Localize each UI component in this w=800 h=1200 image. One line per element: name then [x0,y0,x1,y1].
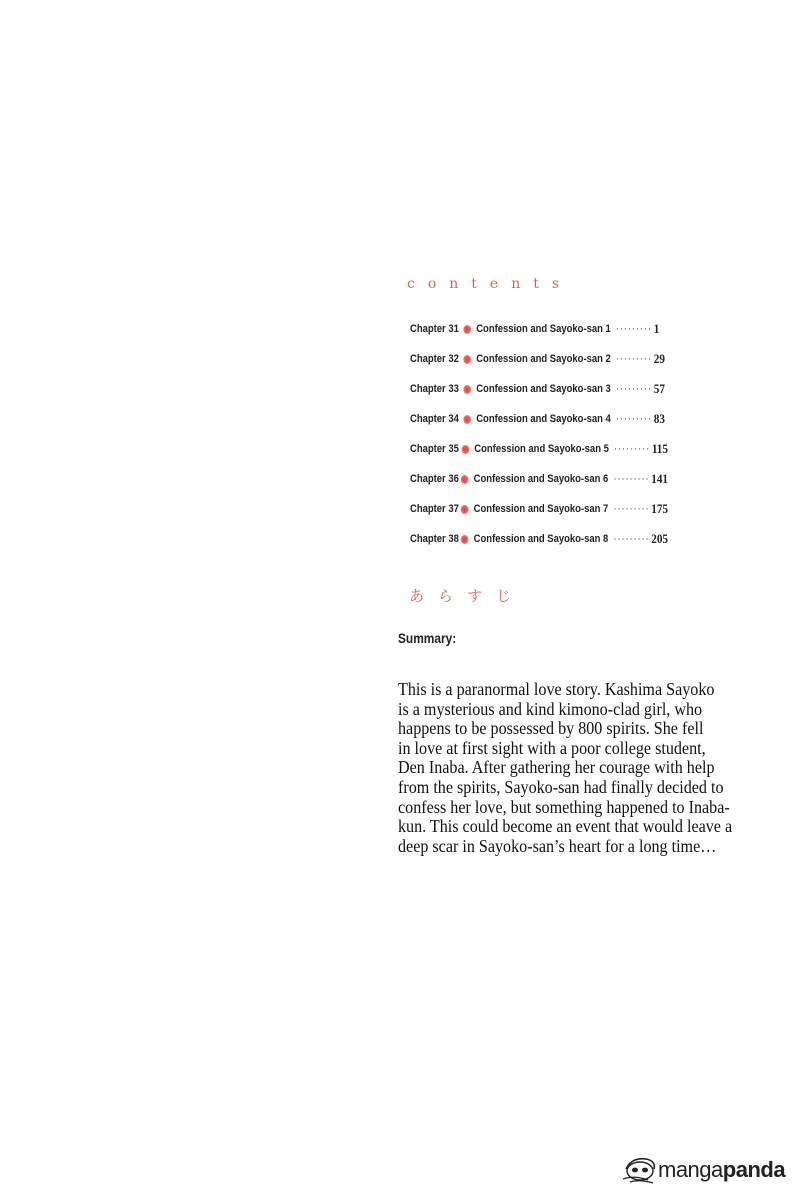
dot-leader: ········· [615,383,653,395]
toc-row [410,344,668,374]
chapter-number: Chapter 32 [410,353,459,365]
synopsis-heading: あらすじ [409,587,526,605]
summary-line: Den Inaba. After gathering her courage with help [398,757,715,778]
bullet-dot-icon [462,445,469,454]
page-number: 83 [653,411,665,426]
bullet-dot-icon [463,325,471,334]
dot-leader: ········· [615,323,653,335]
chapter-title: Confession and Sayoko-san 5 [474,443,609,455]
toc-row [410,434,668,464]
summary-text [398,680,766,856]
chapter-number: Chapter 36 [410,473,459,485]
chapter-title: Confession and Sayoko-san 7 [473,503,609,515]
dot-leader: ········· [613,473,650,485]
bullet-dot-icon [461,475,468,484]
toc-row [410,464,668,494]
summary-line: This is a paranormal love story. Kashima Sayoko [398,679,715,699]
summary-line: kun. This could become an event that would leave a [398,816,733,837]
dot-leader: ········· [613,533,650,545]
chapter-title: Confession and Sayoko-san 2 [476,353,611,365]
toc-row [410,404,668,434]
chapter-title: Confession and Sayoko-san 6 [473,473,609,485]
summary-line: in love at first sight with a poor college student, [398,737,706,758]
panda-logo-icon [620,1153,662,1187]
chapter-title: Confession and Sayoko-san 4 [476,413,611,425]
toc-row [410,494,668,524]
bullet-dot-icon [461,535,468,544]
chapter-number: Chapter 33 [410,383,459,395]
toc-row [410,374,668,404]
watermark-text [658,1157,785,1183]
bullet-dot-icon [463,415,471,424]
toc-row [410,524,668,554]
page-number: 57 [653,381,665,396]
dot-leader: ········· [614,443,651,455]
toc-row [410,314,668,344]
summary-line: from the spirits, Sayoko-san had finally decided to [398,776,724,797]
dot-leader: ········· [613,503,650,515]
page-number: 29 [653,351,665,366]
summary-line: confess her love, but something happened to Inaba- [398,796,730,817]
bullet-dot-icon [461,505,468,514]
page-number: 175 [651,501,668,516]
watermark [620,1150,795,1190]
chapter-number: Chapter 37 [410,503,459,515]
page-number: 115 [651,441,668,456]
summary-line: deep scar in Sayoko-san’s heart for a long time… [398,835,717,856]
dot-leader: ········· [615,353,653,365]
watermark-text-part2: panda [722,1157,786,1182]
table-of-contents [410,314,710,554]
chapter-number: Chapter 34 [410,413,459,425]
chapter-number: Chapter 31 [410,323,459,335]
summary-line: is a mysterious and kind kimono-clad girl, who [398,698,703,719]
summary-line: happens to be possessed by 800 spirits. She fell [398,718,704,739]
page-number: 1 [653,321,660,336]
bullet-dot-icon [463,355,471,364]
chapter-title: Confession and Sayoko-san 8 [473,533,609,545]
chapter-title: Confession and Sayoko-san 1 [476,323,611,335]
chapter-title: Confession and Sayoko-san 3 [476,383,611,395]
page-number: 141 [651,471,668,486]
contents-heading: contents [407,276,573,292]
watermark-text-part1: manga [658,1157,723,1182]
bullet-dot-icon [463,385,471,394]
dot-leader: ········· [615,413,653,425]
chapter-number: Chapter 38 [410,533,459,545]
page-number: 205 [651,531,668,546]
summary-label: Summary: [398,630,457,646]
chapter-number: Chapter 35 [410,443,459,455]
